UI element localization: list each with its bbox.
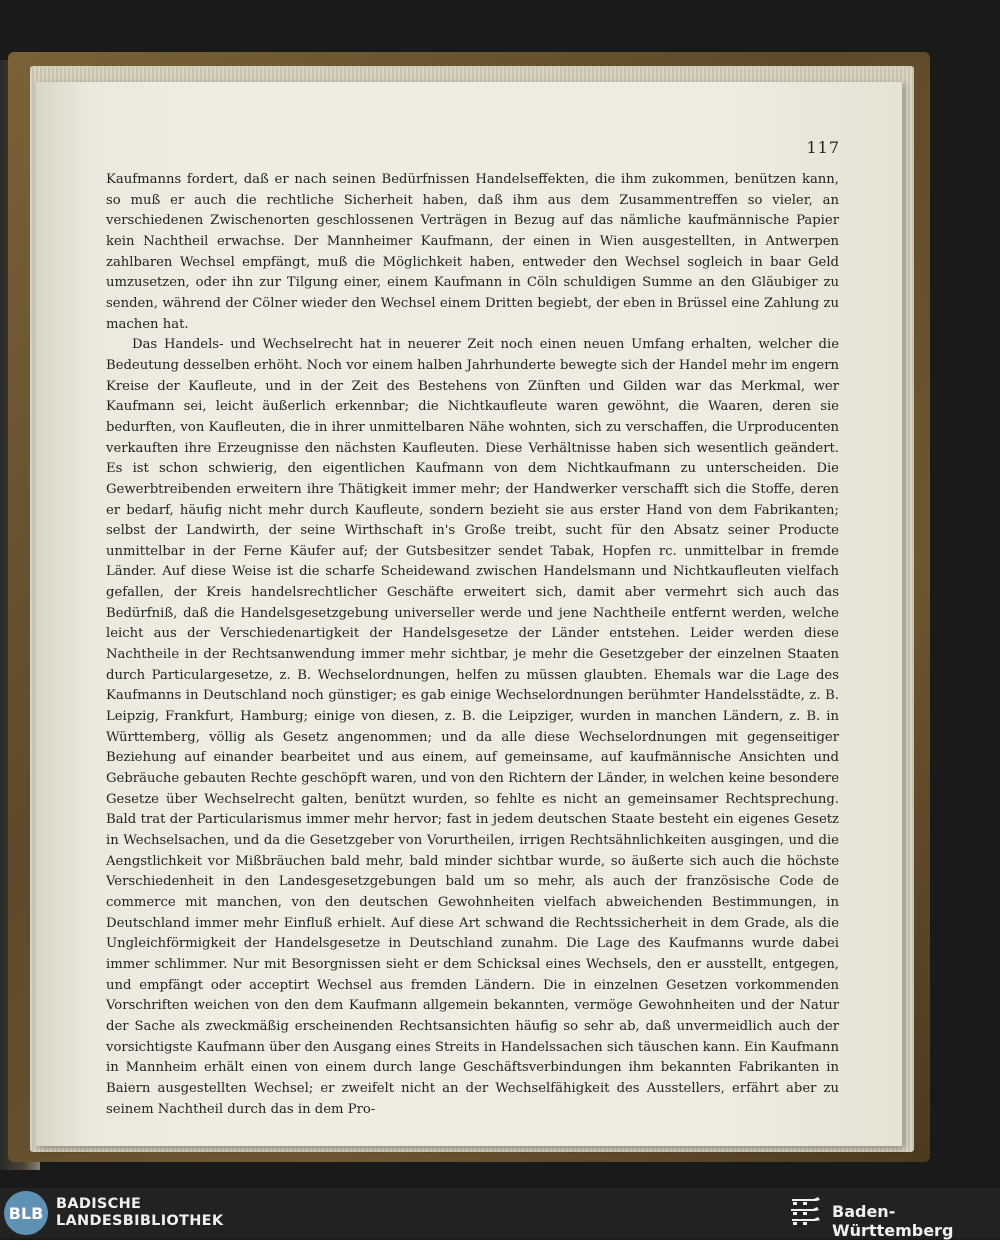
three-lions-coat-of-arms-icon[interactable] (789, 1195, 823, 1231)
blb-name[interactable] (56, 1196, 223, 1230)
paragraph-2: Das Handels- und Wechselrecht hat in neuerer Zeit noch einen neuen Umfang erhalten, welcher die Bedeutung desselben erhöht. Noch vor einem halben Jahrhunderte bewegte sich der Handel mehr im engern Kreise der Kaufleute, und in der Zeit des Bestehens von Zünften und Gilden war das Merkmal, wer Kaufmann sei, leicht äußerlich erkennbar; die Nichtkaufleute waren gewöhnt, die Waaren, deren sie bedurften, von Kaufleuten, die in ihrer unmittelbaren Nähe wohnten, sich zu verschaffen, die Urproducenten verkauften ihre Erzeugnisse den nächsten Kaufleuten. Diese Verhältnisse haben sich wesentlich geändert. Es ist schon schwierig, den eigentlichen Kaufmann von dem Nichtkaufmann zu unterscheiden. Die Gewerbtreibenden erweitern ihre Thätigkeit immer mehr; der Handwerker verschafft sich die Stoffe, deren er bedarf, häufig nicht mehr durch Kaufleute, sondern bezieht sie aus erster Hand von dem Fabrikanten; selbst der Landwirth, der seine Wirthschaft in's Große treibt, sucht für den Absatz seiner Producte unmittelbar in der Ferne Käufer auf; der Gutsbesitzer sendet Tabak, Hopfen rc. unmittelbar in fremde Länder. Auf diese Weise ist die scharfe Scheidewand zwischen Handelsmann und Nichtkaufleuten vielfach gefallen, der Kreis handelsrechtlicher Geschäfte erweitert sich, damit aber vermehrt sich auch das Bedürfniß, daß die Handelsgesetzgebung universeller werde und jene Nachtheile entfernt werden, welche leicht aus der Verschiedenartigkeit der Handelsgesetze der Länder entstehen. Leider werden diese Nachtheile in der Rechtsanwendung immer mehr sichtbar, je mehr die Gesetzgeber der einzelnen Staaten durch Particulargesetze, z. B. Wechselordnungen, helfen zu müssen glaubten. Ehemals war die Lage des Kaufmanns in Deutschland noch günstiger; es gab einige Wechselordnungen berühmter Handelsstädte, z. B. Leipzig, Frankfurt, Hamburg; einige von diesen, z. B. die Leipziger, wurden in manchen Ländern, z. B. in Württemberg, völlig als Gesetz angenommen; und da alle diese Wechselordnungen mit gegenseitiger Beziehung auf einander bearbeitet und aus einem, auf gemeinsame, auf kaufmännische Ansichten und Gebräuche gebauten Rechte geschöpft waren, und von den Richtern der Länder, in welchen keine besondere Gesetze über Wechselrecht galten, benützt wurden, so fehlte es nicht an gemeinsamer Rechtsprechung. Bald trat der Particularismus immer mehr hervor; fast in jedem deutschen Staate besteht ein eigenes Gesetz in Wechselsachen, und da die Gesetzgeber von Vorurtheilen, irrigen Rechtsähnlichkeiten ausgingen, und die Aengstlichkeit vor Mißbräuchen bald mehr, bald minder sichtbar wurde, so äußerte sich auch die höchste Verschiedenheit in den Landesgesetzgebungen bald um so mehr, als auch der französische Code de commerce mit manchen, von den deutschen Gewohnheiten vielfach abweichenden Bestimmungen, in Deutschland immer mehr Einfluß erhielt. Auf diese Art schwand die Rechtssicherheit in dem Grade, als die Ungleichförmigkeit der Handelsgesetze in Deutschland zunahm. Die Lage des Kaufmanns wurde dabei immer schlimmer. Nur mit Besorgnissen sieht er dem Schicksal eines Wechsels, den er ausstellt, entgegen, und empfängt oder acceptirt Wechsel aus fremden Ländern. Die in einzelnen Gesetzen vorkommenden Vorschriften weichen von den dem Kaufmann allgemein bekannten, vermöge Gewohnheiten und der Natur der Sache als zweckmäßig erscheinenden Rechtsansichten häufig so sehr ab, daß unvermeidlich auch der vorsichtigste Kaufmann über den Ausgang eines Streits in Handelssachen sich täuschen kann. Ein Kaufmann in Mannheim erhält einen von einem durch lange Geschäftsverbindungen ihm bekannten Fabrikanten in Baiern ausgestellten Wechsel; er zweifelt nicht an der Wechselfähigkeit des Ausstellers, erfährt aber zu seinem Nachtheil durch das in dem Pro- (106, 337, 839, 1117)
page-text (106, 170, 839, 1120)
paragraph-1: Kaufmanns fordert, daß er nach seinen Bedürfnissen Handelseffekten, die ihm zukommen, benützen kann, so muß er auch die rechtliche Sicherheit haben, daß ihm aus dem Zusammentreffen so vieler, an verschiedenen Zwischenorten geschlossenen Verträgen in Bezug auf das nämliche kaufmännische Papier kein Nachtheil erwachse. Der Mannheimer Kaufmann, der einen in Wien ausgestellten, in Antwerpen zahlbaren Wechsel empfängt, muß die Möglichkeit haben, entweder den Wechsel sogleich in baar Geld umzusetzen, oder ihn zur Tilgung einer, einem Kaufmann in Cöln schuldigen Summe an den Gläubiger zu senden, während der Cölner wieder den Wechsel einem Dritten begiebt, der eben in Brüssel eine Zahlung zu machen hat. (106, 172, 839, 332)
baden-wuerttemberg-name[interactable]: Baden-Württemberg (832, 1202, 954, 1240)
book-page (36, 82, 902, 1146)
blb-logo[interactable]: BLB (4, 1191, 48, 1235)
footer-bar (0, 1188, 1000, 1238)
page-number: 117 (806, 138, 840, 157)
blb-name-line2: LANDESBIBLIOTHEK (56, 1213, 224, 1229)
blb-name-line1: BADISCHE (56, 1196, 142, 1212)
